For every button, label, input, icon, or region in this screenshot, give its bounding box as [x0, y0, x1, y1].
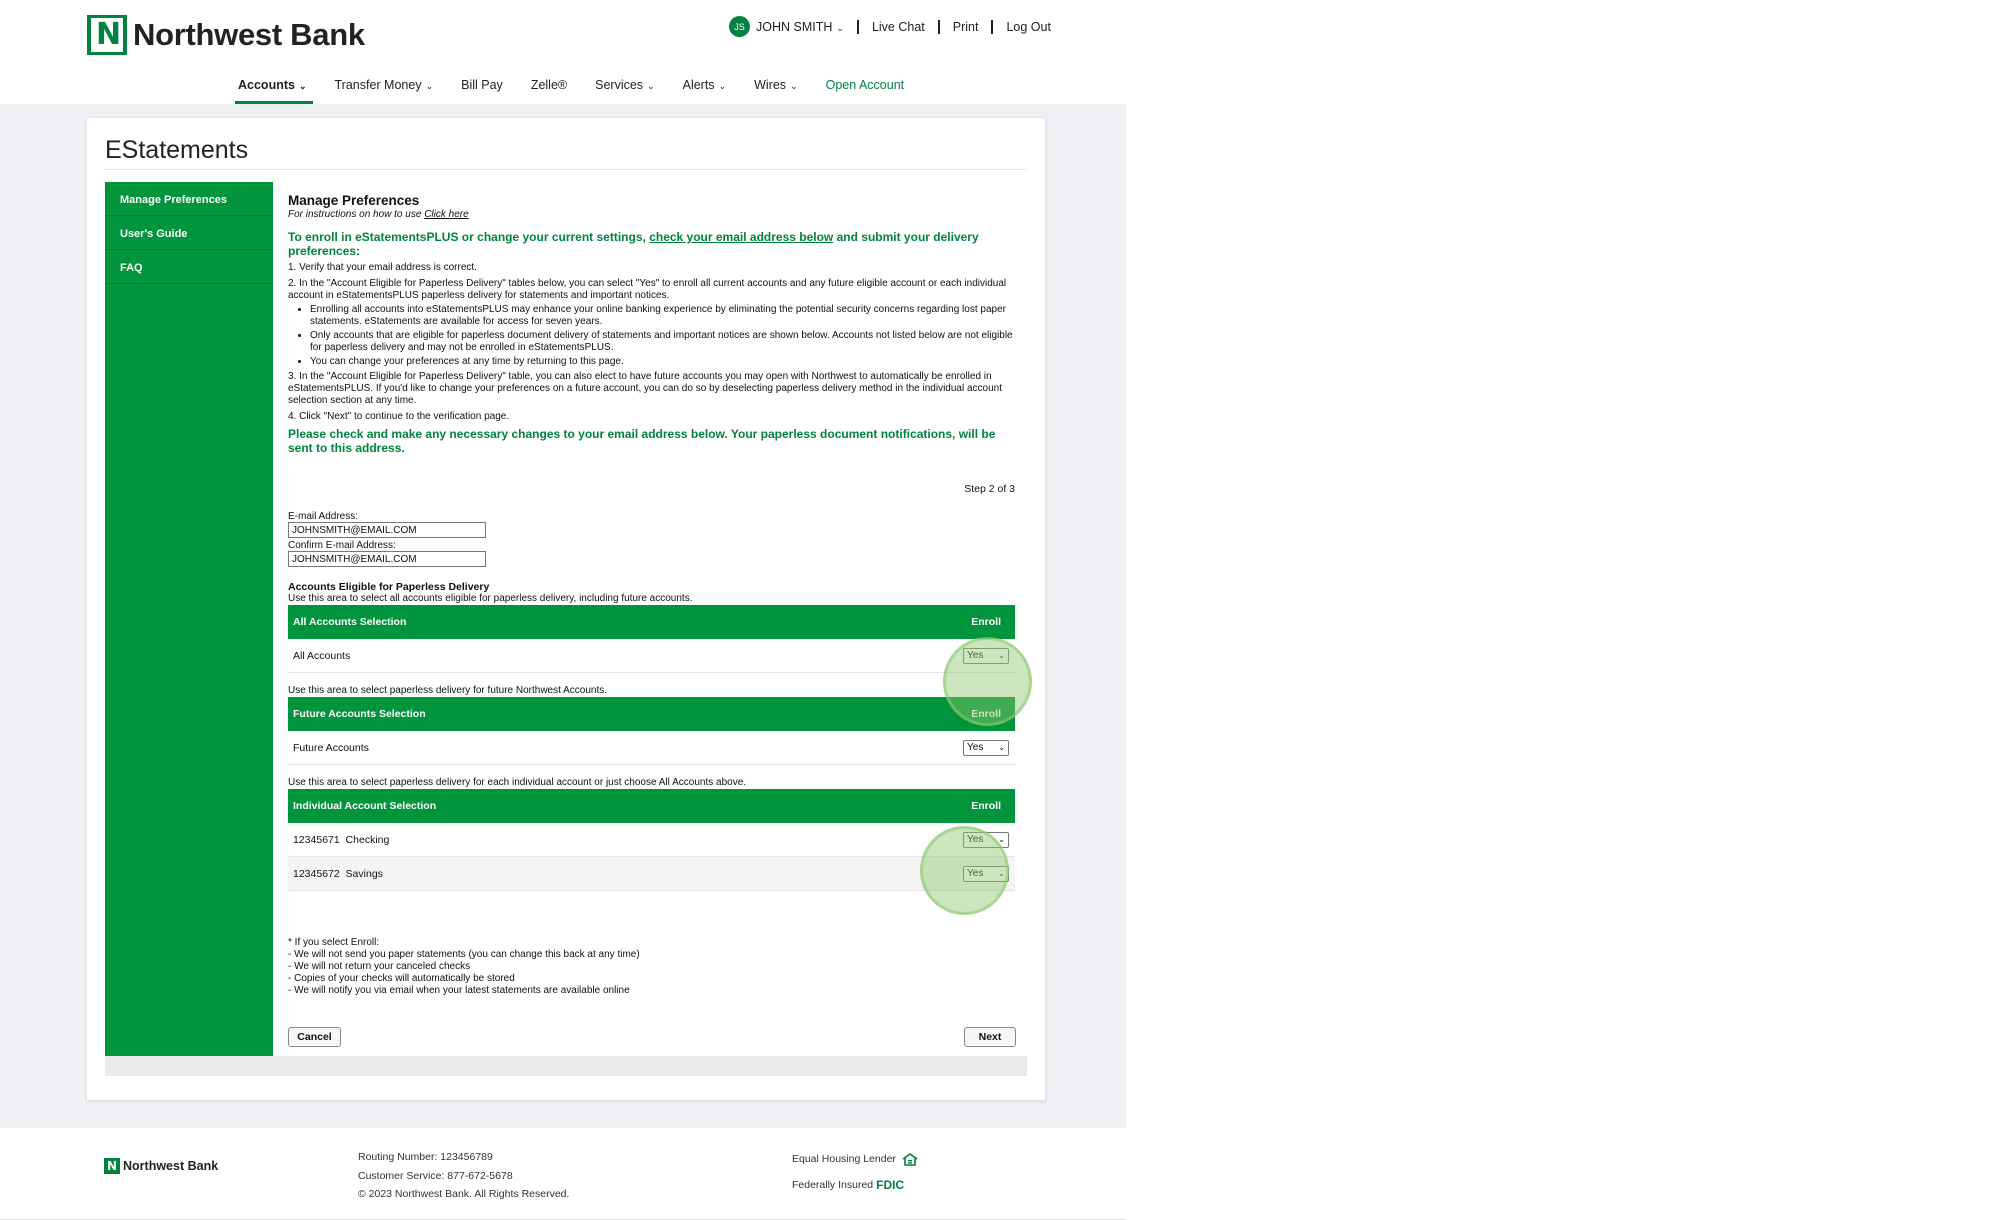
- table-row: [288, 639, 1015, 673]
- instructions-line: [288, 209, 1015, 220]
- sidebar: [105, 182, 273, 1056]
- nav-open-account[interactable]: [826, 78, 905, 100]
- row-label: All Accounts: [293, 649, 351, 662]
- note-line: - Copies of your checks will automatically be stored: [288, 973, 515, 984]
- user-name: JOHN SMITH: [756, 19, 833, 34]
- nav-services[interactable]: [595, 78, 654, 100]
- confirm-email-field[interactable]: JOHNSMITH@EMAIL.COM: [288, 551, 486, 567]
- sidebar-item-manage-preferences[interactable]: Manage Preferences: [105, 182, 273, 216]
- nav-label: Transfer Money: [334, 78, 422, 92]
- copyright: © 2023 Northwest Bank. All Rights Reserved.: [358, 1188, 570, 1200]
- table-row: [288, 731, 1015, 765]
- intro-text-a: To enroll in eStatementsPLUS or change your current settings,: [288, 230, 650, 244]
- nav-transfer-money[interactable]: [335, 78, 434, 100]
- table-row: [288, 857, 1015, 891]
- equal-housing-badge: [792, 1146, 918, 1172]
- future-accounts-table: [288, 697, 1015, 765]
- table-header: [288, 789, 1015, 823]
- nav-label: Zelle®: [530, 78, 568, 92]
- click-highlight: [943, 637, 1032, 726]
- nav-zelle[interactable]: [531, 78, 567, 100]
- email-label: E-mail Address:: [288, 511, 359, 522]
- routing-number: Routing Number: 123456789: [358, 1151, 493, 1163]
- instructions-text: For instructions on how to use: [288, 209, 425, 220]
- email-check-notice: Please check and make any necessary changes to your email address below. Your paperless document notifications, will be sent to this address.: [288, 427, 996, 455]
- live-chat-link[interactable]: Live Chat: [871, 19, 925, 34]
- chevron-down-icon: ⌄: [718, 81, 727, 91]
- nav-accounts[interactable]: [238, 78, 307, 100]
- avatar: JS: [729, 16, 750, 37]
- nav-alerts[interactable]: [683, 78, 727, 100]
- select-value: Yes: [967, 742, 984, 753]
- main-nav: [238, 78, 932, 100]
- chevron-down-icon: ⌄: [998, 869, 1005, 878]
- fdic-badge: [792, 1172, 918, 1198]
- footer-logo[interactable]: [104, 1158, 218, 1174]
- logo-text: Northwest Bank: [133, 17, 365, 52]
- logo-icon: N: [104, 1158, 120, 1174]
- table-header-label: Individual Account Selection: [293, 800, 437, 812]
- note-line: - We will not send you paper statements (you can change this back at any time): [288, 949, 640, 960]
- nav-bill-pay[interactable]: [461, 78, 503, 100]
- next-button[interactable]: Next: [964, 1027, 1016, 1047]
- sidebar-item-faq[interactable]: FAQ: [105, 250, 273, 284]
- nav-label: Bill Pay: [461, 78, 503, 92]
- estatements-card: [86, 117, 1046, 1101]
- intro-text-b: and submit your delivery preferences:: [288, 230, 979, 258]
- logout-link[interactable]: Log Out: [1006, 19, 1051, 34]
- click-highlight: [920, 826, 1009, 915]
- note-line: - We will notify you via email when your latest statements are available online: [288, 985, 630, 996]
- preferences-content: [288, 193, 1015, 997]
- enroll-notes: [288, 937, 1015, 997]
- footer-badges: [792, 1146, 918, 1198]
- user-menu[interactable]: [756, 20, 844, 34]
- nav-label: Wires: [754, 78, 787, 92]
- step-indicator: Step 2 of 3: [964, 483, 1015, 495]
- table-header-label: Future Accounts Selection: [293, 708, 426, 720]
- individual-desc: Use this area to select paperless delivery for each individual account or just choose All Accounts above.: [288, 777, 747, 788]
- chevron-down-icon: ⌄: [998, 743, 1005, 752]
- chevron-down-icon: ⌄: [836, 22, 844, 33]
- account-label: 12345672 Savings: [293, 867, 383, 880]
- table-header-label: All Accounts Selection: [293, 616, 407, 628]
- email-section: [288, 511, 1015, 567]
- top-utility-bar: [729, 16, 1051, 37]
- nav-label: Open Account: [825, 78, 905, 92]
- logo-icon: [87, 15, 127, 55]
- nav-wires[interactable]: [754, 78, 798, 100]
- footer: [0, 1128, 1126, 1220]
- section-title: Manage Preferences: [288, 193, 420, 208]
- chevron-down-icon: ⌄: [998, 651, 1005, 660]
- list-item: • Only accounts that are eligible for paperless document delivery of statements and important notices are shown below. Accounts not listed below are not eligible for paperless delivery and may not be enrolled in eStatementsPLUS.: [310, 330, 1015, 354]
- table-header: [288, 697, 1015, 731]
- table-header: [288, 605, 1015, 639]
- account-label: 12345671 Checking: [293, 833, 390, 846]
- cancel-button[interactable]: Cancel: [288, 1027, 341, 1047]
- equal-housing-text: Equal Housing Lender: [792, 1153, 896, 1165]
- customer-service: Customer Service: 877-672-5678: [358, 1169, 513, 1182]
- divider: [938, 20, 940, 34]
- nav-label: Accounts: [238, 78, 295, 92]
- list-item: • Enrolling all accounts into eStatementsPLUS may enhance your online banking experience by eliminating the potential security concerns regarding lost paper statements. eStatements are available for access for seven years.: [310, 304, 1015, 328]
- intro-text: [288, 230, 1015, 258]
- footer-brand-name: Northwest Bank: [123, 1159, 219, 1173]
- select-value: Yes: [967, 650, 984, 661]
- enroll-column-header: Enroll: [971, 708, 1001, 720]
- row-label: Future Accounts: [293, 741, 369, 754]
- step-4: 4. Click "Next" to continue to the verification page.: [288, 411, 510, 422]
- step-1: 1. Verify that your email address is correct.: [288, 262, 477, 273]
- check-email-link[interactable]: check your email address below: [649, 230, 834, 244]
- print-link[interactable]: Print: [952, 19, 979, 34]
- select-value: Yes: [967, 868, 984, 879]
- instructions-link[interactable]: Click here: [424, 209, 469, 220]
- step-2: 2. In the "Account Eligible for Paperless Delivery" tables below, you can select "Yes" to enroll all current accounts and any future eligible account or each individual account in eStatementsPLUS paperless delivery for statements and important notices.: [288, 278, 1007, 301]
- chevron-down-icon: ⌄: [647, 81, 655, 91]
- future-accounts-enroll-select[interactable]: [963, 740, 1009, 756]
- chevron-down-icon: ⌄: [998, 835, 1005, 844]
- chevron-down-icon: ⌄: [425, 81, 434, 91]
- future-desc: Use this area to select paperless delivery for future Northwest Accounts.: [288, 685, 608, 696]
- select-value: Yes: [967, 834, 984, 845]
- page-title: EStatements: [105, 136, 249, 164]
- note-line: - We will not return your canceled checks: [288, 961, 471, 972]
- bullet-list: [310, 304, 1015, 368]
- enroll-column-header: Enroll: [971, 800, 1001, 812]
- nav-label: Alerts: [682, 78, 715, 92]
- nav-label: Services: [595, 78, 644, 92]
- federally-insured-text: Federally Insured: [792, 1179, 874, 1191]
- note-line: * If you select Enroll:: [288, 937, 380, 948]
- footer-info: [358, 1148, 569, 1204]
- equal-housing-icon: [902, 1153, 918, 1166]
- fdic-logo: FDIC: [876, 1178, 905, 1193]
- step-row: [288, 455, 1015, 499]
- table-row: [288, 823, 1015, 857]
- confirm-email-label: Confirm E-mail Address:: [288, 540, 396, 551]
- bank-logo[interactable]: [87, 15, 365, 55]
- email-field[interactable]: JOHNSMITH@EMAIL.COM: [288, 522, 486, 538]
- chevron-down-icon: ⌄: [790, 81, 798, 91]
- list-item: • You can change your preferences at any time by returning to this page.: [310, 356, 1015, 368]
- divider: [857, 20, 859, 34]
- individual-accounts-table: [288, 789, 1015, 891]
- eligible-desc: Use this area to select all accounts eligible for paperless delivery, including future accounts.: [288, 593, 693, 604]
- card-footer-bar: [105, 1056, 1027, 1076]
- all-accounts-table: [288, 605, 1015, 673]
- divider: [991, 20, 993, 34]
- divider: [105, 169, 1027, 170]
- enroll-column-header: Enroll: [971, 616, 1001, 628]
- chevron-down-icon: ⌄: [298, 81, 307, 91]
- sidebar-item-users-guide[interactable]: User's Guide: [105, 216, 273, 250]
- step-3: 3. In the "Account Eligible for Paperless Delivery" table, you can also elect to have future accounts you may open with Northwest to automatically be enrolled in eStatementsPLUS. If you'd like to change your preferences on a future account, you can do so by deselecting paperless delivery method in the individual account selection section at any time.: [288, 371, 1003, 406]
- eligible-heading: Accounts Eligible for Paperless Delivery: [288, 581, 490, 593]
